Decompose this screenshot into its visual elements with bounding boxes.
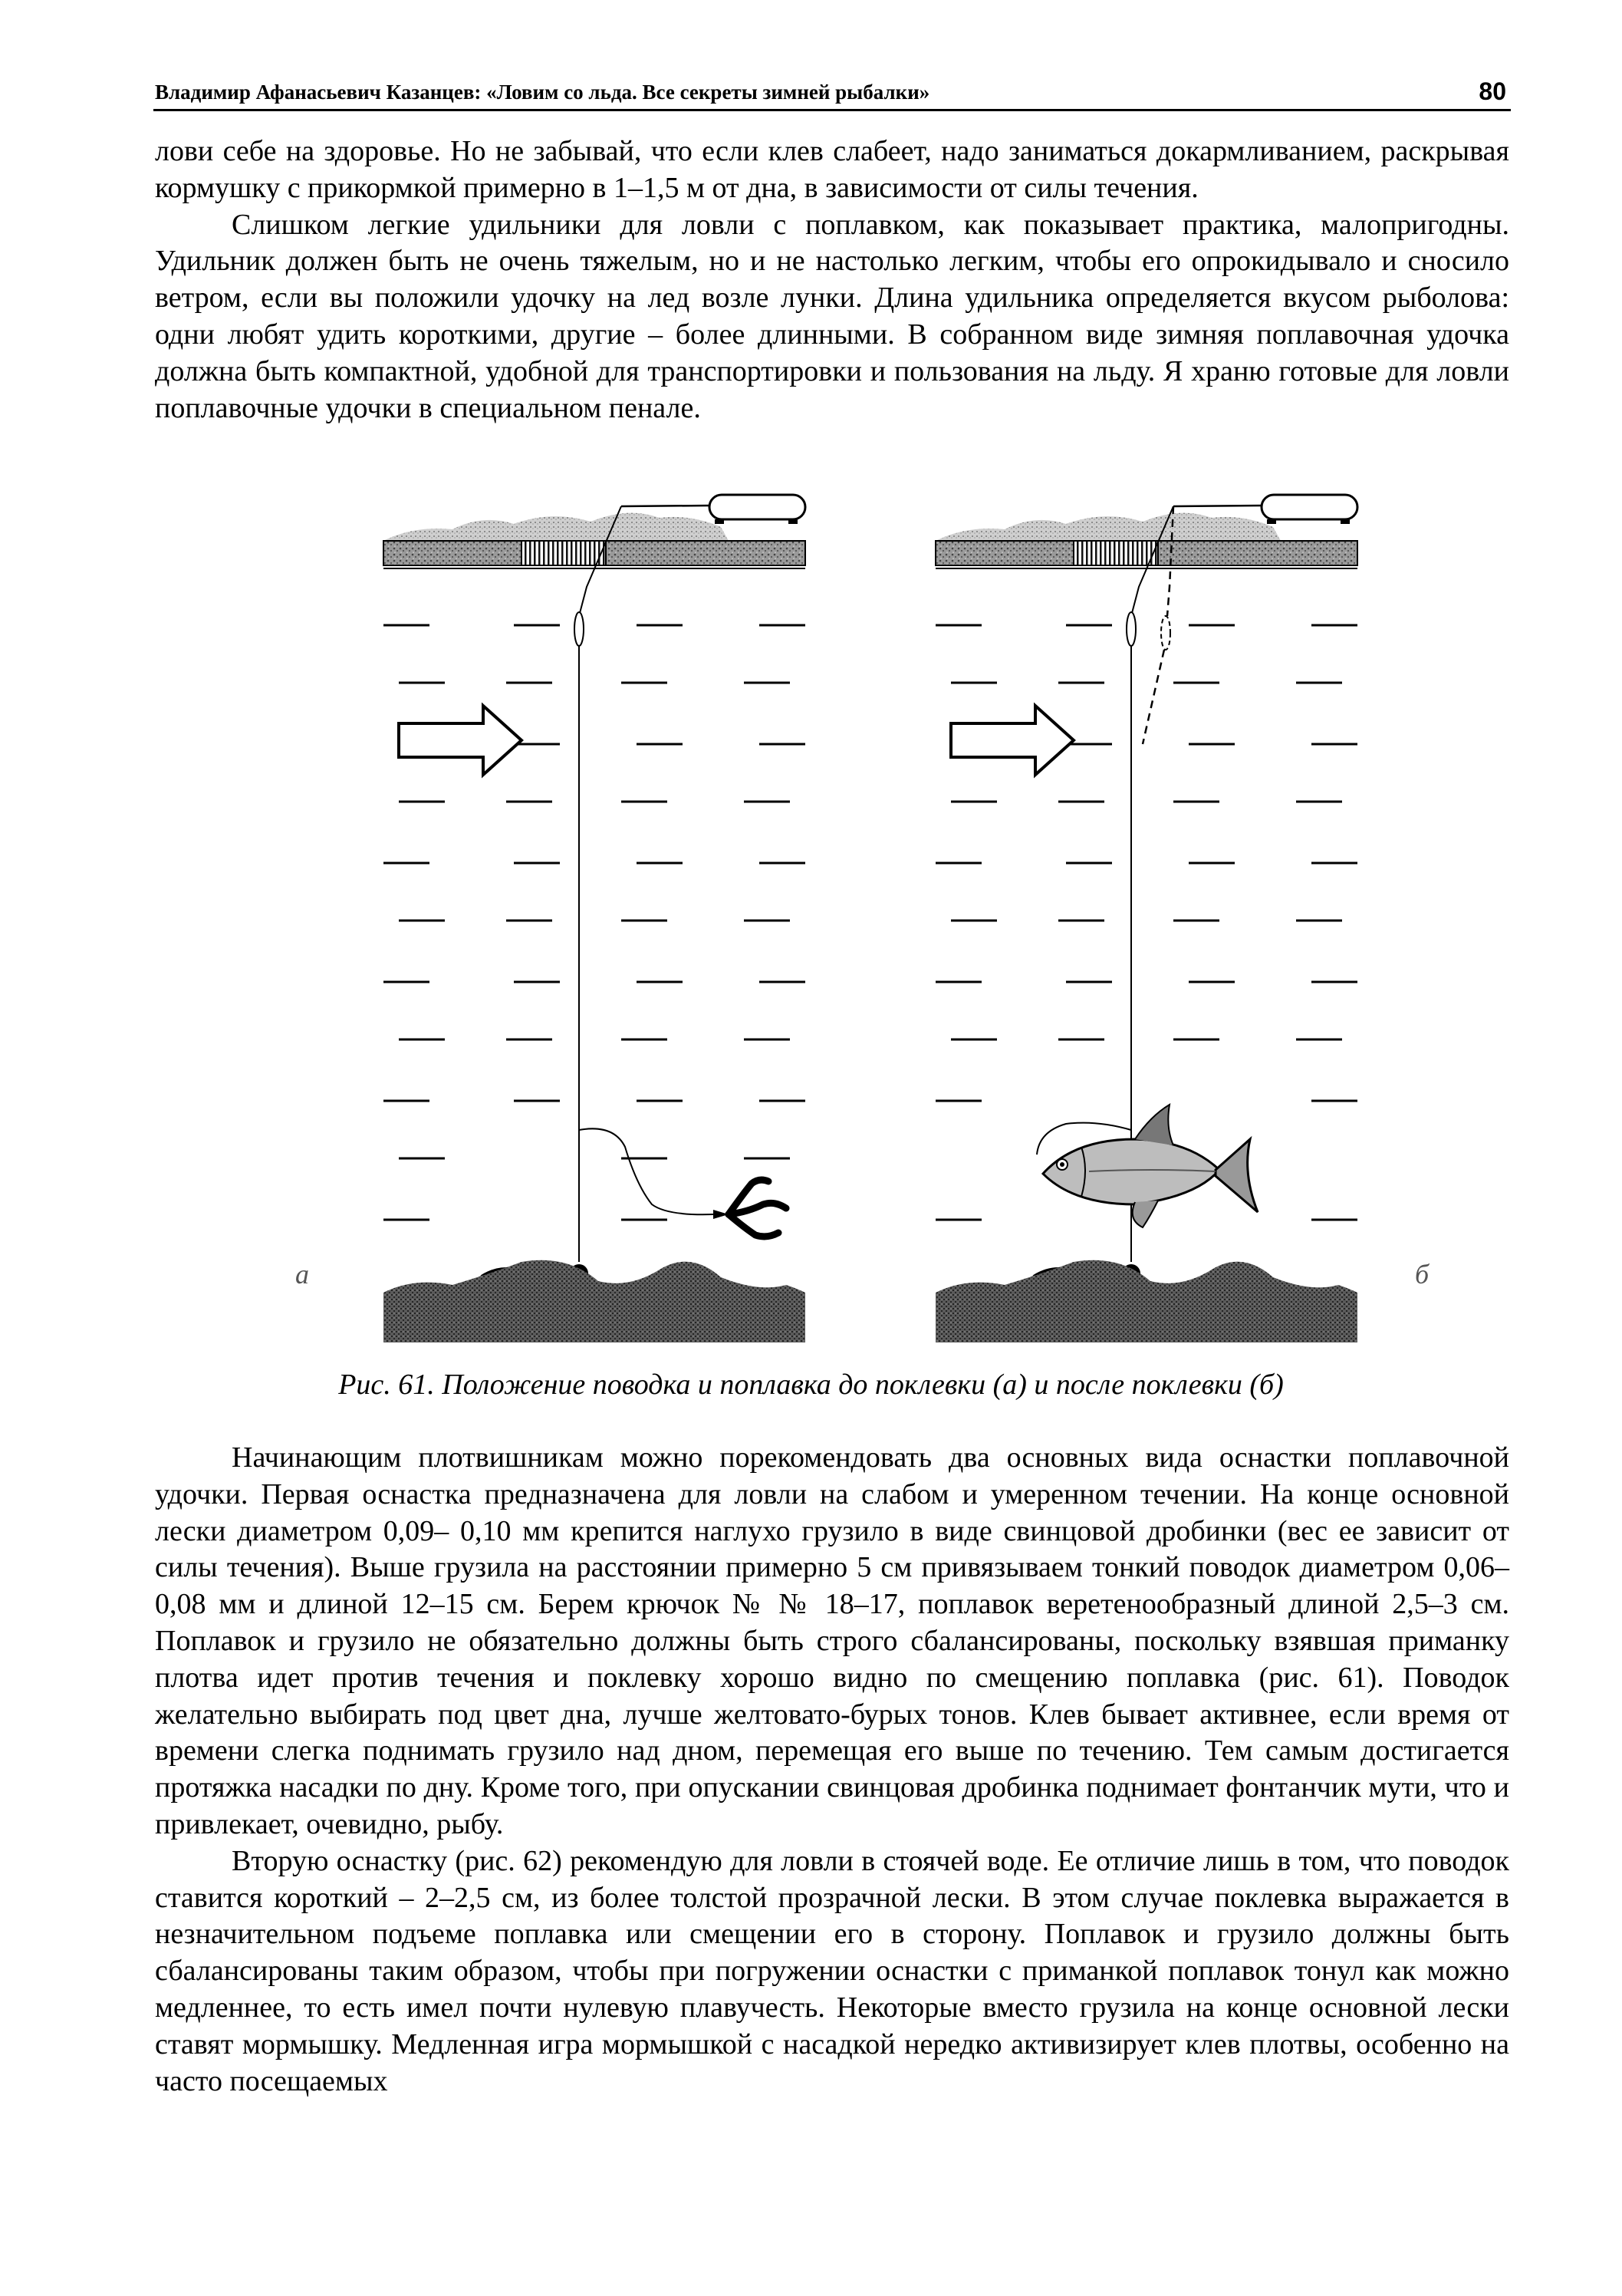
ice-layer: [936, 541, 1074, 565]
panel-a: [383, 495, 805, 1342]
current-arrow-icon: [951, 706, 1074, 775]
float: [1127, 612, 1136, 646]
ice-layer: [606, 541, 805, 565]
bottom-text-block: [155, 1440, 1509, 2100]
figure-caption: Рис. 61. Положение поводка и поплавка до поклевки (а) и после поклевки (б): [338, 1369, 1284, 1401]
top-text-block: [155, 133, 1509, 427]
paragraph: Начинающим плотвишникам можно порекомендовать два основных вида оснастки поплавочной удочки. Первая оснастка предназначена для ловли на слабом и умеренном течении. На конце основной лески диаметром 0,09– 0,10 мм крепится наглухо грузило в виде свинцовой дробинки (вес ее зависит от силы течения). Выше грузила на расстоянии примерно 5 см привязываем тонкий поводок диаметром 0,06– 0,08 мм и длиной 12–15 см. Берем крючок № № 18–17, поплавок веретенообразный длиной 2,5–3 см. Поплавок и грузило не обязательно должны быть строго сбалансированы, поскольку взявшая приманку плотва идет против течения и поклевку хорошо видно по смещению поплавка (рис. 61). Поводок желательно выбирать под цвет дна, лучше желтовато-бурых тонов. Клев бывает активнее, если время от времени слегка поднимать грузило над дном, перемещая его выше по течению. Тем самым достигается протяжка насадки по дну. Кроме того, при опускании свинцовая дробинка поднимает фонтанчик мути, что и привлекает, очевидно, рыбу.: [155, 1441, 1509, 1840]
ice-hole: [1074, 541, 1158, 565]
snow-drift: [383, 513, 729, 541]
ice-hole: [521, 541, 606, 565]
paragraph: Вторую оснастку (рис. 62) рекомендую для ловли в стоячей воде. Ее отличие лишь в том, что поводок ставится короткий – 2–2,5 см, из более толстой прозрачной лески. В этом случае поклевка выражается в незначительном подъеме поплавка или смещении его в сторону. Поплавок и грузило должны быть сбалансированы таким образом, чтобы при погружении оснастки с приманкой поплавок тонул как можно медленнее, то есть имел почти нулевую плавучесть. Некоторые вместо грузила на конце основной лески ставят мормышку. Медленная игра мормышкой с насадкой нередко активизирует клев плотвы, особенно на часто посещаемых: [155, 1844, 1509, 2097]
panel-b: [936, 495, 1357, 1342]
figure-label-b: б: [1415, 1259, 1430, 1290]
rod-reel: [1262, 495, 1357, 519]
water-marks: [383, 625, 805, 1220]
current-arrow-icon: [399, 706, 521, 775]
displaced-float: [1161, 616, 1170, 650]
figure-label-a: а: [295, 1259, 309, 1290]
paragraph: Слишком легкие удильники для ловли с поплавком, как показывает практика, малопригодны. Удильник должен быть не очень тяжелым, но и не настолько легким, чтобы его опрокидывало и сносило ветром, если вы положили удочку на лед возле лунки. Длина удильника определяется вкусом рыболова: одни любят удить короткими, другие – более длинными. В собранном виде зимняя поплавочная удочка должна быть компактной, удобной для транспортировки и пользования на льду. Я храню готовые для ловли поплавочные удочки в специальном пенале.: [155, 208, 1509, 424]
river-bottom: [383, 1260, 805, 1342]
snow-drift: [936, 513, 1281, 541]
header-title: Владимир Афанасьевич Казанцев: «Ловим со льда. Все секреты зимней рыбалки»: [155, 81, 930, 104]
bloodworm-bait-icon: [729, 1180, 786, 1237]
float: [574, 612, 584, 646]
ice-layer: [383, 541, 521, 565]
fishing-diagram: [368, 479, 1396, 1342]
rod-reel: [709, 495, 805, 519]
leader: [579, 1128, 713, 1214]
river-bottom: [936, 1260, 1357, 1342]
figure-61: [295, 479, 1430, 1342]
running-header: [153, 74, 1511, 111]
ice-layer: [1158, 541, 1357, 565]
page-number: 80: [1479, 77, 1506, 105]
displaced-line: [1143, 650, 1164, 744]
paragraph: лови себе на здоровье. Но не забывай, что если клев слабеет, надо заниматься докармливанием, раскрывая кормушку с прикормкой примерно в 1–1,5 м от дна, в зависимости от силы течения.: [155, 135, 1509, 204]
